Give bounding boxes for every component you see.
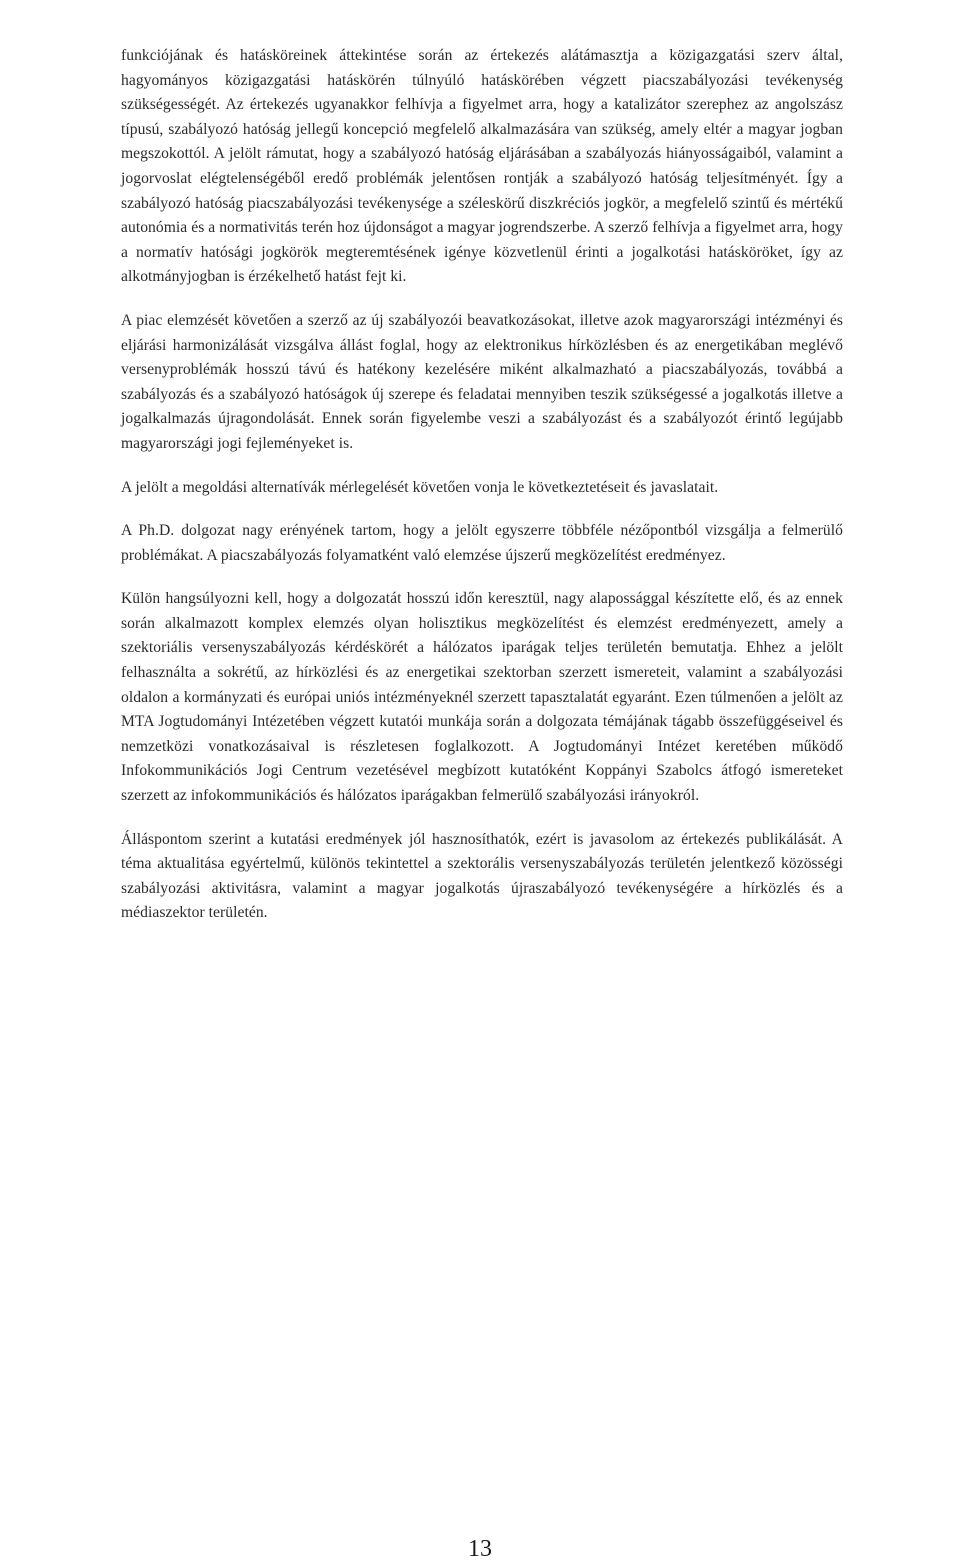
paragraph-3: A jelölt a megoldási alternatívák mérlegelését követően vonja le következtetéseit és javaslatait. xyxy=(121,478,719,496)
paragraph-4: A Ph.D. dolgozat nagy erényének tartom, hogy a jelölt egyszerre többféle nézőpontból vizsgálja a felmerülő problémákat. A piacszabályozás folyamatként való elemzése újszerű megközelítést eredményez. xyxy=(121,522,843,564)
paragraph-6: Álláspontom szerint a kutatási eredmények jól hasznosíthatók, ezért is javasolom az értekezés publikálását. A téma aktualitása egyértelmű, különös tekintettel a szektorális versenyszabályozás területén jelentkező közösségi szabályozási aktivitásra, valamint a magyar jogalkotás újraszabályozó tevékenységére a hírközlés és a médiaszektor területén. xyxy=(121,830,843,922)
document-body xyxy=(121,44,843,945)
paragraph-2: A piac elemzését követően a szerző az új szabályozói beavatkozásokat, illetve azok magyarországi intézményi és eljárási harmonizálását vizsgálva állást foglal, hogy az elektronikus hírközlésben és az energetikában meglévő versenyproblémák hosszú távú és hatékony kezelésére miként alkalmazható a piacszabályozás, továbbá a szabályozás és a szabályozó hatóságok új szerepe és feladatai mennyiben teszik szükségessé a jogalkotás illetve a jogalkalmazás újragondolását. Ennek során figyelembe veszi a szabályozást és a szabályozót érintő legújabb magyarországi jogi fejleményeket is. xyxy=(121,311,843,452)
paragraph-1: funkciójának és hatásköreinek áttekintése során az értekezés alátámasztja a közigazgatási szerv által, hagyományos közigazgatási hatáskörén túlnyúló hatáskörében végzett piacszabályozási tevékenység szükségességét. Az értekezés ugyanakkor felhívja a figyelmet arra, hogy a katalizátor szerephez az angolszász típusú, szabályozó hatóság jellegű koncepció megfelelő alkalmazására van szükség, amely eltér a magyar jogban megszokottól. A jelölt rámutat, hogy a szabályozó hatóság eljárásában a szabályozás hiányosságaiból, valamint a jogorvoslat elégtelenségéből eredő problémák jelentősen rontják a szabályozó hatóság teljesítményét. Így a szabályozó hatóság piacszabályozási tevékenysége a széleskörű diszkréciós jogkör, a megfelelő szintű és mértékű autonómia és a normativitás terén hoz újdonságot a magyar jogrendszerbe. A szerző felhívja a figyelmet arra, hogy a normatív hatósági jogkörök megteremtésének igénye közvetlenül érinti a jogalkotási hatásköröket, így az alkotmányjogban is érzékelhető hatást fejt ki. xyxy=(121,47,843,286)
page-number: 13 xyxy=(468,1536,492,1562)
paragraph-5: Külön hangsúlyozni kell, hogy a dolgozatát hosszú időn keresztül, nagy alapossággal készítette elő, és az ennek során alkalmazott komplex elemzés olyan holisztikus megközelítést és elemzést eredményezett, amely a szektoriális versenyszabályozás kérdéskörét a hálózatos iparágak teljes területén bemutatja. Ehhez a jelölt felhasználta a sokrétű, az hírközlési és az energetikai szektorban szerzett ismereteit, valamint a szabályozási oldalon a kormányzati és európai uniós intézményeknél szerzett tapasztalatát egyaránt. Ezen túlmenően a jelölt az MTA Jogtudományi Intézetében végzett kutatói munkája során a dolgozata témájának tágabb összefüggéseivel és nemzetközi vonatkozásaival is részletesen foglalkozott. A Jogtudományi Intézet keretében működő Infokommunikációs Jogi Centrum vezetésével megbízott kutatóként Koppányi Szabolcs átfogó ismereteket szerzett az infokommunikációs és hálózatos iparágakban felmerülő szabályozási irányokról. xyxy=(121,590,843,805)
